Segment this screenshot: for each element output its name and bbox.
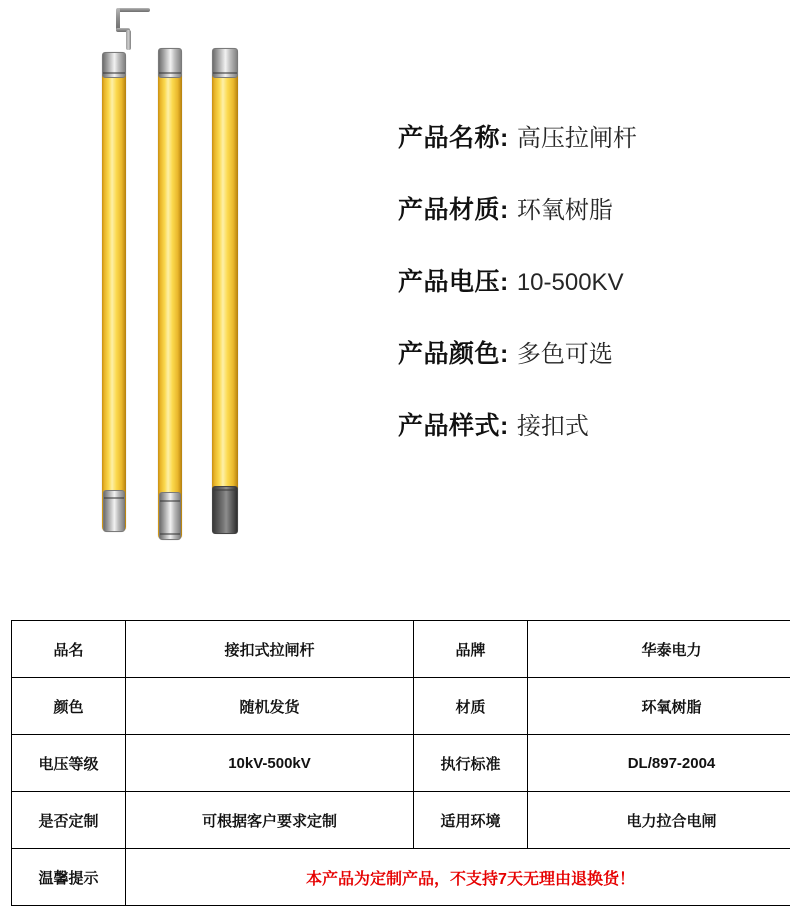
spec-label: 产品样式: [398, 406, 509, 442]
table-row [12, 792, 790, 849]
table-cell-key: 材质 [414, 678, 528, 735]
table-row-notice [12, 849, 790, 906]
table-cell-key: 温馨提示 [12, 849, 126, 906]
table-cell-key: 品名 [12, 621, 126, 678]
spec-value: 环氧树脂 [517, 190, 613, 225]
spec-row-name [398, 118, 768, 154]
spec-row-material [398, 190, 768, 226]
table-cell-key: 颜色 [12, 678, 126, 735]
spec-row-voltage [398, 262, 768, 298]
table-row [12, 621, 790, 678]
table-cell-value: 可根据客户要求定制 [126, 792, 414, 849]
table-cell-key: 品牌 [414, 621, 528, 678]
table-cell-value: 10kV-500kV [126, 735, 414, 792]
notice-text: 本产品为定制产品，不支持7天无理由退换货！ [126, 849, 790, 906]
parameter-table [11, 620, 790, 906]
spec-label: 产品颜色: [398, 334, 509, 370]
spec-value: 多色可选 [517, 334, 613, 369]
pole-bottom-grip [212, 486, 238, 534]
spec-value: 接扣式 [517, 406, 589, 441]
pole-bottom-cap [103, 490, 125, 532]
specification-list [398, 118, 768, 478]
pole-shaft [158, 48, 182, 540]
spec-label: 产品名称: [398, 118, 509, 154]
table-row [12, 678, 790, 735]
pole-shaft [102, 52, 126, 532]
spec-value: 高压拉闸杆 [517, 118, 637, 153]
spec-row-style [398, 406, 768, 442]
table-cell-key: 适用环境 [414, 792, 528, 849]
table-cell-value: 环氧树脂 [528, 678, 790, 735]
pole-with-hook [102, 52, 126, 532]
table-cell-value: DL/897-2004 [528, 735, 790, 792]
spec-label: 产品材质: [398, 190, 509, 226]
table-cell-value: 华泰电力 [528, 621, 790, 678]
spec-label: 产品电压: [398, 262, 509, 298]
pole-top-cap [212, 48, 238, 78]
table-cell-key: 执行标准 [414, 735, 528, 792]
pole-right [212, 48, 238, 534]
pole-bottom-cap [159, 492, 181, 540]
spec-value: 10-500KV [517, 269, 624, 297]
table-cell-value: 接扣式拉闸杆 [126, 621, 414, 678]
table-cell-value: 随机发货 [126, 678, 414, 735]
pole-middle [158, 48, 182, 540]
pole-shaft [212, 48, 238, 534]
spec-row-color [398, 334, 768, 370]
table-row [12, 735, 790, 792]
table-cell-value: 电力拉合电闸 [528, 792, 790, 849]
pole-top-cap [102, 52, 126, 78]
table-cell-key: 是否定制 [12, 792, 126, 849]
pole-top-cap [158, 48, 182, 78]
table-cell-key: 电压等级 [12, 735, 126, 792]
